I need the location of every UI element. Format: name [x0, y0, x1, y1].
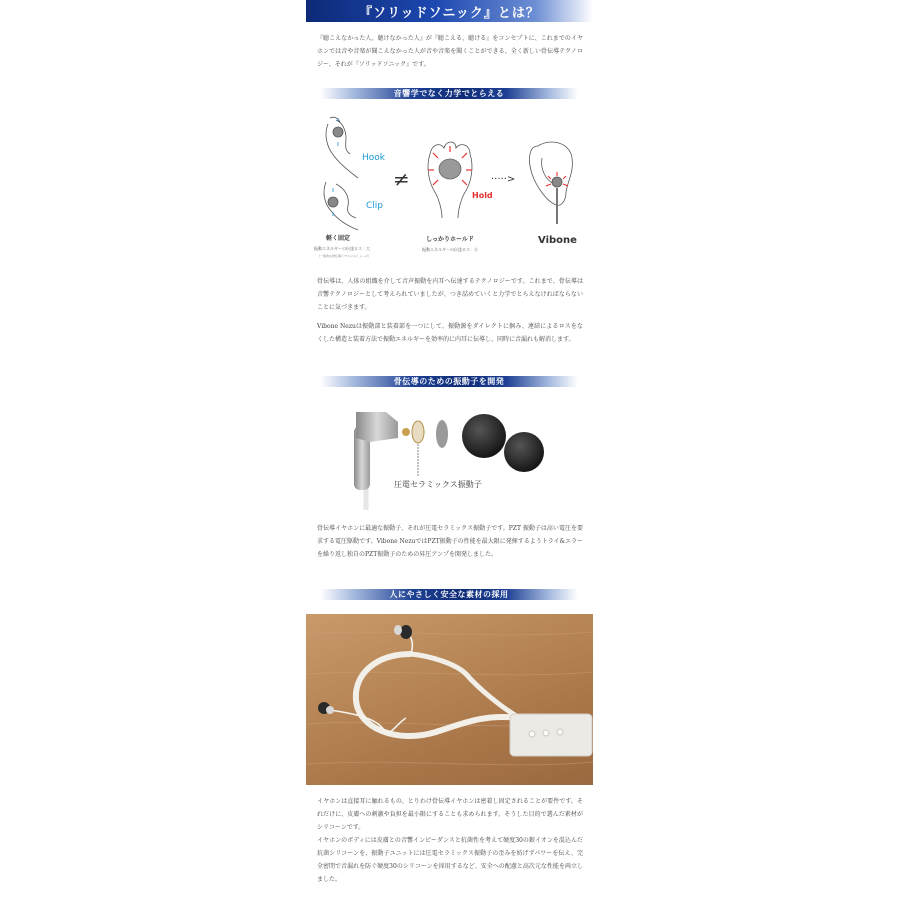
materials-paragraph-1: イヤホンは直接耳に触れるもの、とりわけ骨伝導イヤホンは密着し固定されることが要件です。それだけに、皮膚への刺激や負担を最小限にすることも求められます。そうした目的で選んだ素材がシリコーンです。 [317, 798, 583, 831]
spacer-disc [436, 420, 448, 448]
page-title: 『ソリッドソニック』とは？ [306, 0, 593, 22]
left-subcaption: 振動エネルギーの伝達ロス：大 [314, 246, 370, 251]
product-photo [306, 614, 593, 785]
vibone-brand-label: Vibone [538, 235, 577, 246]
not-equal-sign: ≠ [393, 167, 410, 191]
middle-caption: しっかりホールド [426, 236, 474, 243]
hook-hand-illustration [326, 117, 358, 178]
hook-label: Hook [362, 153, 385, 163]
left-note: （一般的な骨伝導イヤホンのイメージ） [317, 254, 371, 258]
transducer-paragraph: 骨伝導イヤホンに最適な振動子、それが圧電セラミックス振動子です。PZT 振動子は高い電圧を要求する電圧駆動です。Vibone NezuではPZT振動子の性能を最大限に発揮するようトライ&エラーを繰り返し独自のPZT振動子のための昇圧アンプを開発しました。 [317, 525, 583, 558]
middle-subcaption: 振動エネルギーの伝達ロス：小 [422, 247, 478, 252]
clip-hand-illustration [324, 182, 358, 230]
section-heading-mechanics: 音響学でなく力学でとらえる [320, 88, 578, 99]
ear-tip-large [462, 414, 506, 458]
section-heading-materials: 人にやさしく安全な素材の採用 [320, 589, 578, 600]
mechanics-paragraph-2: Vibone Nezuは振動部と装着部を一つにして、振動源をダイレクトに掴み、連結によるロスをなくした構造と装着方法で振動エネルギーを効率的に内耳に伝導し、同時に音漏れも解消します。 [317, 323, 583, 343]
exploded-earphone-illustration [306, 398, 593, 513]
dotted-arrow: ·····> [491, 174, 516, 185]
connector [402, 428, 410, 436]
materials-paragraph-2: イヤホンのボディには皮膚との音響インピーダンスと抗菌性を考えて硬度30の銀イオンを混込んだ抗菌シリコーンを、振動子ユニットには圧電セラミックス振動子の歪みを妨げずパワーを伝え、完全密閉で音漏れを防ぐ硬度30のシリコーンを採用するなど、安全への配慮と高次元な性能を両立しました。 [317, 837, 583, 883]
neckband-earphone-photo [306, 614, 593, 785]
mechanics-diagram [306, 112, 593, 267]
ear-illustration [530, 142, 573, 224]
left-earbud [400, 625, 412, 639]
clip-label: Clip [366, 201, 383, 211]
article-column [306, 0, 593, 900]
intro-paragraph: 『聴こえなかった人、聴けなかった人』が『聴こえる、聴ける』をコンセプトに、これまでのイヤホンでは音や音楽が聞こえなかった人が音や音楽を聞くことができる、全く新しい骨伝導テクノロジー、それが『ソリッドソニック』です。 [317, 35, 583, 68]
piezo-element [412, 421, 424, 443]
mechanics-illustration [306, 112, 593, 267]
control-unit [510, 714, 592, 756]
transducer-diagram [306, 398, 593, 513]
hold-label: Hold [472, 191, 493, 200]
section-heading-transducer: 骨伝導のための振動子を開発 [320, 376, 578, 387]
earphone-head [356, 412, 398, 442]
hold-hand-illustration [428, 142, 472, 218]
left-caption: 軽く固定 [325, 235, 351, 242]
piezo-label: 圧電セラミックス振動子 [394, 480, 482, 489]
neckband [356, 654, 520, 736]
mechanics-paragraph-1: 骨伝導は、人体の組織を介して音声振動を内耳へ伝達するテクノロジーです。これまで、骨伝導は音響テクノロジーとして考えられていましたが、つき詰めていくと力学でとらえなければならないことに気づきます。 [317, 278, 583, 311]
ear-tip-small [504, 432, 544, 472]
